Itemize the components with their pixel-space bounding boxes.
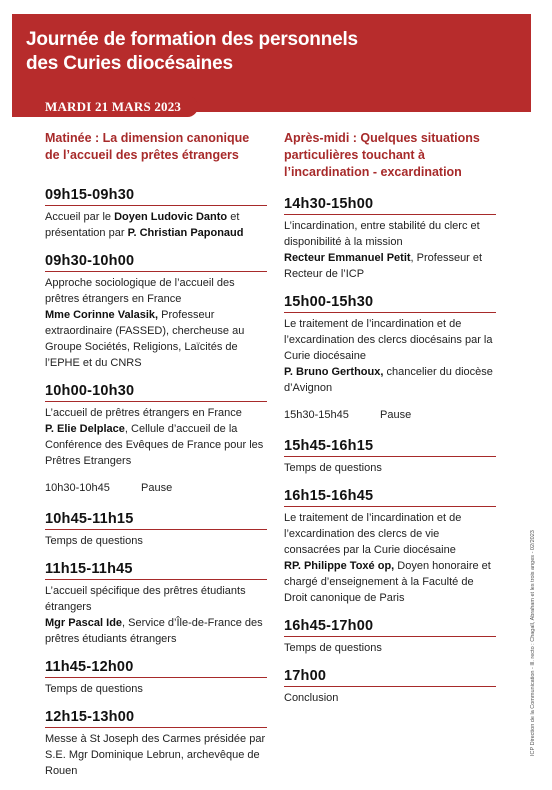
pause-label: Pause bbox=[141, 482, 173, 494]
afternoon-column bbox=[284, 130, 496, 717]
slot-text: L’accueil spécifique des prêtres étudiants étrangers Mgr Pascal Ide, Service d’Île-de-France des prêtres étudiants étrangers bbox=[45, 585, 263, 645]
slot-text: Temps de questions bbox=[284, 462, 382, 474]
slot-text: Temps de questions bbox=[45, 683, 143, 695]
title-line-2: des Curies diocésaines bbox=[26, 53, 233, 74]
program-slot bbox=[45, 658, 267, 697]
program-slot bbox=[45, 186, 267, 241]
slot-text: Conclusion bbox=[284, 692, 339, 704]
slot-text: Messe à St Joseph des Carmes présidée par S.E. Mgr Dominique Lebrun, archevêque de Rouen bbox=[45, 733, 266, 777]
slot-time: 10h00-10h30 bbox=[45, 382, 267, 402]
afternoon-title: Après-midi : Quelques situations particulières touchant à l’incardination - excardination bbox=[284, 131, 480, 179]
program-slot bbox=[284, 437, 496, 476]
slot-text: Accueil par le Doyen Ludovic Danto et présentation par P. Christian Paponaud bbox=[45, 211, 244, 239]
program-slot bbox=[284, 195, 496, 282]
slot-time: 11h45-12h00 bbox=[45, 658, 267, 678]
slot-text: L’accueil de prêtres étrangers en France P. Elie Delplace, Cellule d’accueil de la Conférence des Evêques de France pour les Prêtres Etrangers bbox=[45, 407, 264, 467]
slot-time: 15h45-16h15 bbox=[284, 437, 496, 457]
pause-row bbox=[284, 407, 496, 423]
event-date: MARDI 21 MARS 2023 bbox=[45, 99, 182, 114]
slot-text: L’incardination, entre stabilité du clerc et disponibilité à la mission Recteur Emmanuel Petit, Professeur et Recteur de l’ICP bbox=[284, 220, 483, 280]
slot-text: Le traitement de l’incardination et de l’excardination des clercs diocésains par la Curie diocésaine P. Bruno Gerthoux, chancelier du diocèse d’Avignon bbox=[284, 318, 493, 394]
slot-time: 17h00 bbox=[284, 667, 496, 687]
program-slot bbox=[284, 293, 496, 396]
slot-text: Temps de questions bbox=[45, 535, 143, 547]
program-slot bbox=[45, 510, 267, 549]
slot-time: 10h45-11h15 bbox=[45, 510, 267, 530]
slot-time: 15h00-15h30 bbox=[284, 293, 496, 313]
credit-line: ICP Direction de la Communication - Ill. recto : Chagall, Abraham et les trois anges - 02/2023 bbox=[530, 530, 536, 756]
morning-column bbox=[45, 130, 267, 790]
slot-time: 09h15-09h30 bbox=[45, 186, 267, 206]
program-slot bbox=[45, 708, 267, 779]
program-slot bbox=[284, 487, 496, 606]
title-line-1: Journée de formation des personnels bbox=[26, 29, 358, 50]
morning-title: Matinée : La dimension canonique de l’accueil des prêtes étrangers bbox=[45, 131, 250, 162]
program-slot bbox=[284, 667, 496, 706]
slot-time: 16h15-16h45 bbox=[284, 487, 496, 507]
pause-label: Pause bbox=[380, 409, 412, 421]
slot-text: Temps de questions bbox=[284, 642, 382, 654]
slot-text: Le traitement de l’incardination et de l’excardination des clercs de vie consacrées par la Curie diocésaine RP. Philippe Toxé op, Doyen honoraire et chargé d’enseignement à la Faculté de Droit canonique de Paris bbox=[284, 512, 491, 604]
pause-time: 10h30-10h45 bbox=[45, 482, 110, 494]
pause-row bbox=[45, 480, 267, 496]
slot-text: Approche sociologique de l’accueil des prêtres étrangers en France Mme Corinne Valasik, Professeur extraordinaire (FASSED), chercheuse au Groupe Sociétés, Religions, Laïcités de l’EPHE et du CNRS bbox=[45, 277, 245, 369]
pause-time: 15h30-15h45 bbox=[284, 409, 349, 421]
slot-time: 12h15-13h00 bbox=[45, 708, 267, 728]
slot-time: 09h30-10h00 bbox=[45, 252, 267, 272]
program-slot bbox=[45, 560, 267, 647]
slot-time: 16h45-17h00 bbox=[284, 617, 496, 637]
page-title bbox=[26, 28, 426, 76]
slot-time: 11h15-11h45 bbox=[45, 560, 267, 580]
slot-time: 14h30-15h00 bbox=[284, 195, 496, 215]
program-slot bbox=[45, 382, 267, 469]
program-slot bbox=[45, 252, 267, 371]
program-slot bbox=[284, 617, 496, 656]
